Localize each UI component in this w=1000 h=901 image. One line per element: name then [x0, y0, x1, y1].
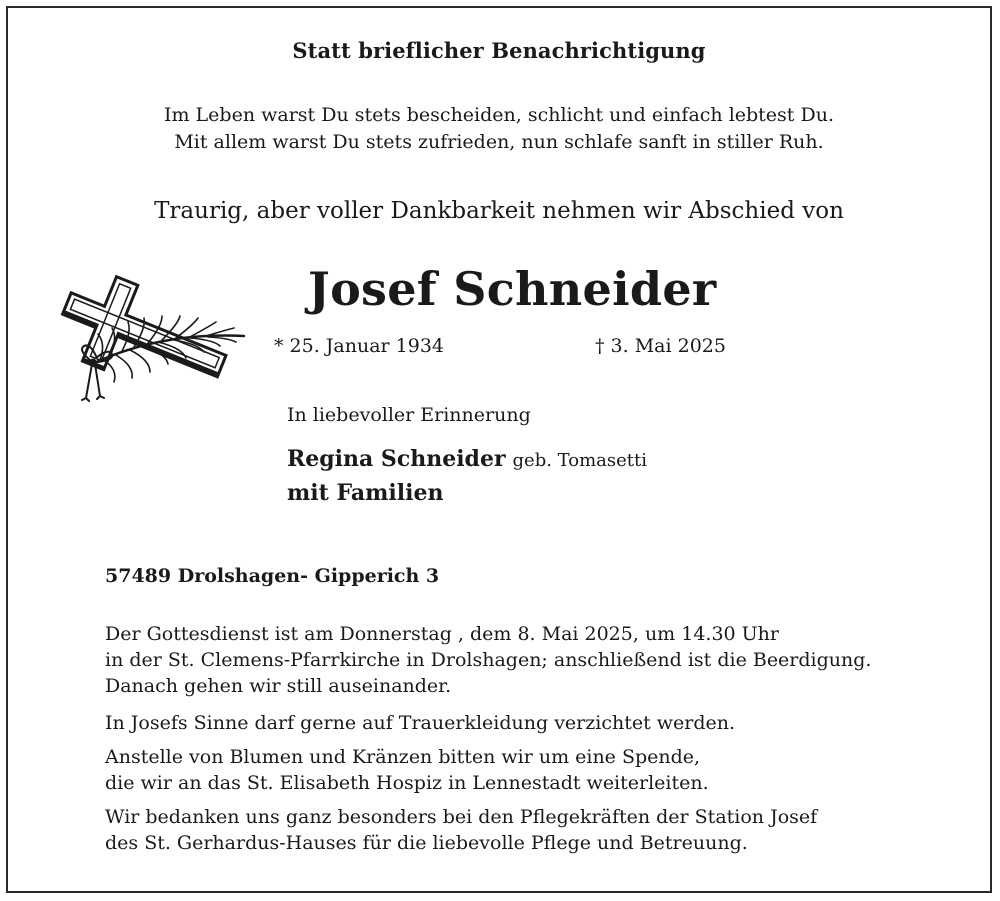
family-line: mit Familien: [287, 480, 444, 506]
farewell-intro: Traurig, aber voller Dankbarkeit nehmen wir Abschied von: [154, 198, 844, 224]
text-line: Danach gehen wir still auseinander.: [105, 675, 452, 697]
deceased-name: Josef Schneider: [308, 262, 717, 316]
death-date: † 3. Mai 2025: [595, 335, 726, 357]
thanks-paragraph: [105, 804, 817, 856]
notice-header: Statt brieflicher Benachrichtigung: [292, 38, 706, 63]
mourner-maiden-name: geb. Tomasetti: [512, 450, 648, 471]
birth-date: * 25. Januar 1934: [274, 335, 445, 357]
text-line: die wir an das St. Elisabeth Hospiz in Lennestadt weiterleiten.: [105, 772, 709, 794]
text-line: Anstelle von Blumen und Kränzen bitten wir um eine Spende,: [105, 746, 701, 768]
text-line: Wir bedanken uns ganz besonders bei den Pflegekräften der Station Josef: [105, 806, 818, 828]
service-paragraph: [105, 621, 871, 699]
mourner-address: 57489 Drolshagen- Gipperich 3: [105, 565, 440, 587]
text-line: In Josefs Sinne darf gerne auf Trauerkleidung verzichtet werden.: [105, 712, 736, 734]
cross-with-palm-branch-icon: [40, 274, 246, 404]
attire-paragraph: [105, 710, 735, 736]
obituary-notice: [6, 6, 992, 893]
text-line: des St. Gerhardus-Hauses für die liebevolle Pflege und Betreuung.: [105, 832, 748, 854]
text-line: in der St. Clemens-Pfarrkirche in Drolshagen; anschließend ist die Beerdigung.: [105, 649, 872, 671]
text-line: Der Gottesdienst ist am Donnerstag , dem 8. Mai 2025, um 14.30 Uhr: [105, 623, 779, 645]
memorial-verse: [8, 102, 990, 156]
donation-paragraph: [105, 744, 709, 796]
memory-line: In liebevoller Erinnerung: [287, 404, 531, 426]
mourner-line: [287, 446, 647, 472]
verse-line-2: Mit allem warst Du stets zufrieden, nun schlafe sanft in stiller Ruh.: [174, 131, 824, 153]
verse-line-1: Im Leben warst Du stets bescheiden, schlicht und einfach lebtest Du.: [164, 104, 834, 126]
mourner-name: Regina Schneider: [287, 446, 506, 472]
